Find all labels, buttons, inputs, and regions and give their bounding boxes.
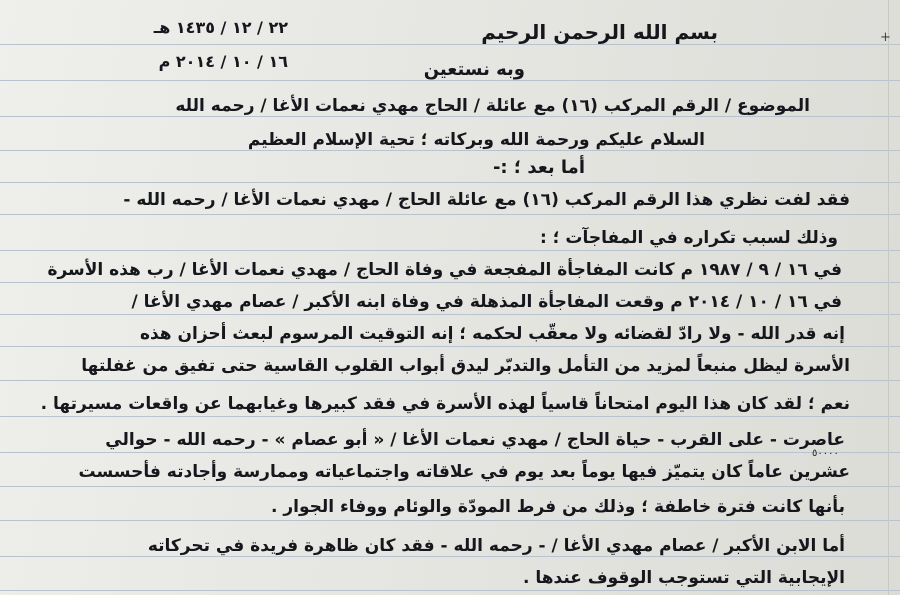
ruled-line xyxy=(0,520,900,521)
body-line: أما الابن الأكبر / عصام مهدي الأغا / - رحمه الله - فقد كان ظاهرة فريدة في تحركاته xyxy=(147,536,845,556)
body-line: بأنها كانت فترة خاطفة ؛ وذلك من فرط المودّة والوئام ووفاء الجوار . xyxy=(270,497,845,517)
body-line: عشرين عاماً كان يتميّز فيها يوماً بعد يوم في علاقاته واجتماعياته وممارسة وأجادته فأحسست xyxy=(78,462,850,482)
body-line: الأسرة ليظل منبعاً لمزيد من التأمل والتدبّر ليدق أبواب القلوب القاسية حتى تفيق من غفلتها xyxy=(81,356,850,376)
ruled-line xyxy=(0,346,900,347)
ama-baad-line: أما بعد ؛ :- xyxy=(492,157,585,178)
edge-mark: + xyxy=(880,30,891,45)
body-line: عاصرت - على القرب - حياة الحاج / مهدي نعمات الأغا / « أبو عصام » - رحمه الله - حوالي xyxy=(105,430,845,450)
body-line: إنه قدر الله - ولا رادّ لقضائه ولا معقّب لحكمه ؛ إنه التوقيت المرسوم لبعث أحزان هذه xyxy=(139,324,845,344)
hijri-date: ٢٢ / ١٢ / ١٤٣٥ هـ xyxy=(153,18,288,37)
margin-note: ٥٠٠٠٠ xyxy=(812,448,839,459)
ruled-line xyxy=(0,214,900,215)
bismillah-heading: بسم الله الرحمن الرحيم xyxy=(481,20,718,44)
gregorian-date: ١٦ / ١٠ / ٢٠١٤ م xyxy=(158,52,288,71)
margin-line xyxy=(888,0,889,595)
ruled-line xyxy=(0,182,900,183)
body-line: وذلك لسبب تكراره في المفاجآت ؛ : xyxy=(540,228,838,248)
greeting-line: السلام عليكم ورحمة الله وبركاته ؛ تحية الإسلام العظيم xyxy=(247,130,705,150)
ruled-line xyxy=(0,380,900,381)
body-line: الإيجابية التي تستوجب الوقوف عندها . xyxy=(522,568,845,588)
body-line: نعم ؛ لقد كان هذا اليوم امتحاناً قاسياً لهذه الأسرة في فقد كبيرها وغيابهما عن واقعات مسيرتها . xyxy=(40,394,850,414)
ruled-line xyxy=(0,452,900,453)
ruled-line xyxy=(0,282,900,283)
ruled-line xyxy=(0,590,900,591)
body-line: فقد لفت نظري هذا الرقم المركب (١٦) مع عائلة الحاج / مهدي نعمات الأغا / رحمه الله - xyxy=(123,190,850,210)
ruled-line xyxy=(0,314,900,315)
body-line: في ١٦ / ٩ / ١٩٨٧ م كانت المفاجأة المفجعة في وفاة الحاج / مهدي نعمات الأغا / رب هذه الأسرة xyxy=(47,260,842,280)
ruled-line xyxy=(0,416,900,417)
ruled-line xyxy=(0,44,900,45)
ruled-line xyxy=(0,486,900,487)
nastaeen-line: وبه نستعين xyxy=(423,59,525,80)
body-line: في ١٦ / ١٠ / ٢٠١٤ م وقعت المفاجأة المذهلة في وفاة ابنه الأكبر / عصام مهدي الأغا / xyxy=(131,292,842,312)
ruled-line xyxy=(0,250,900,251)
subject-line: الموضوع / الرقم المركب (١٦) مع عائلة / الحاج مهدي نعمات الأغا / رحمه الله xyxy=(175,96,810,116)
